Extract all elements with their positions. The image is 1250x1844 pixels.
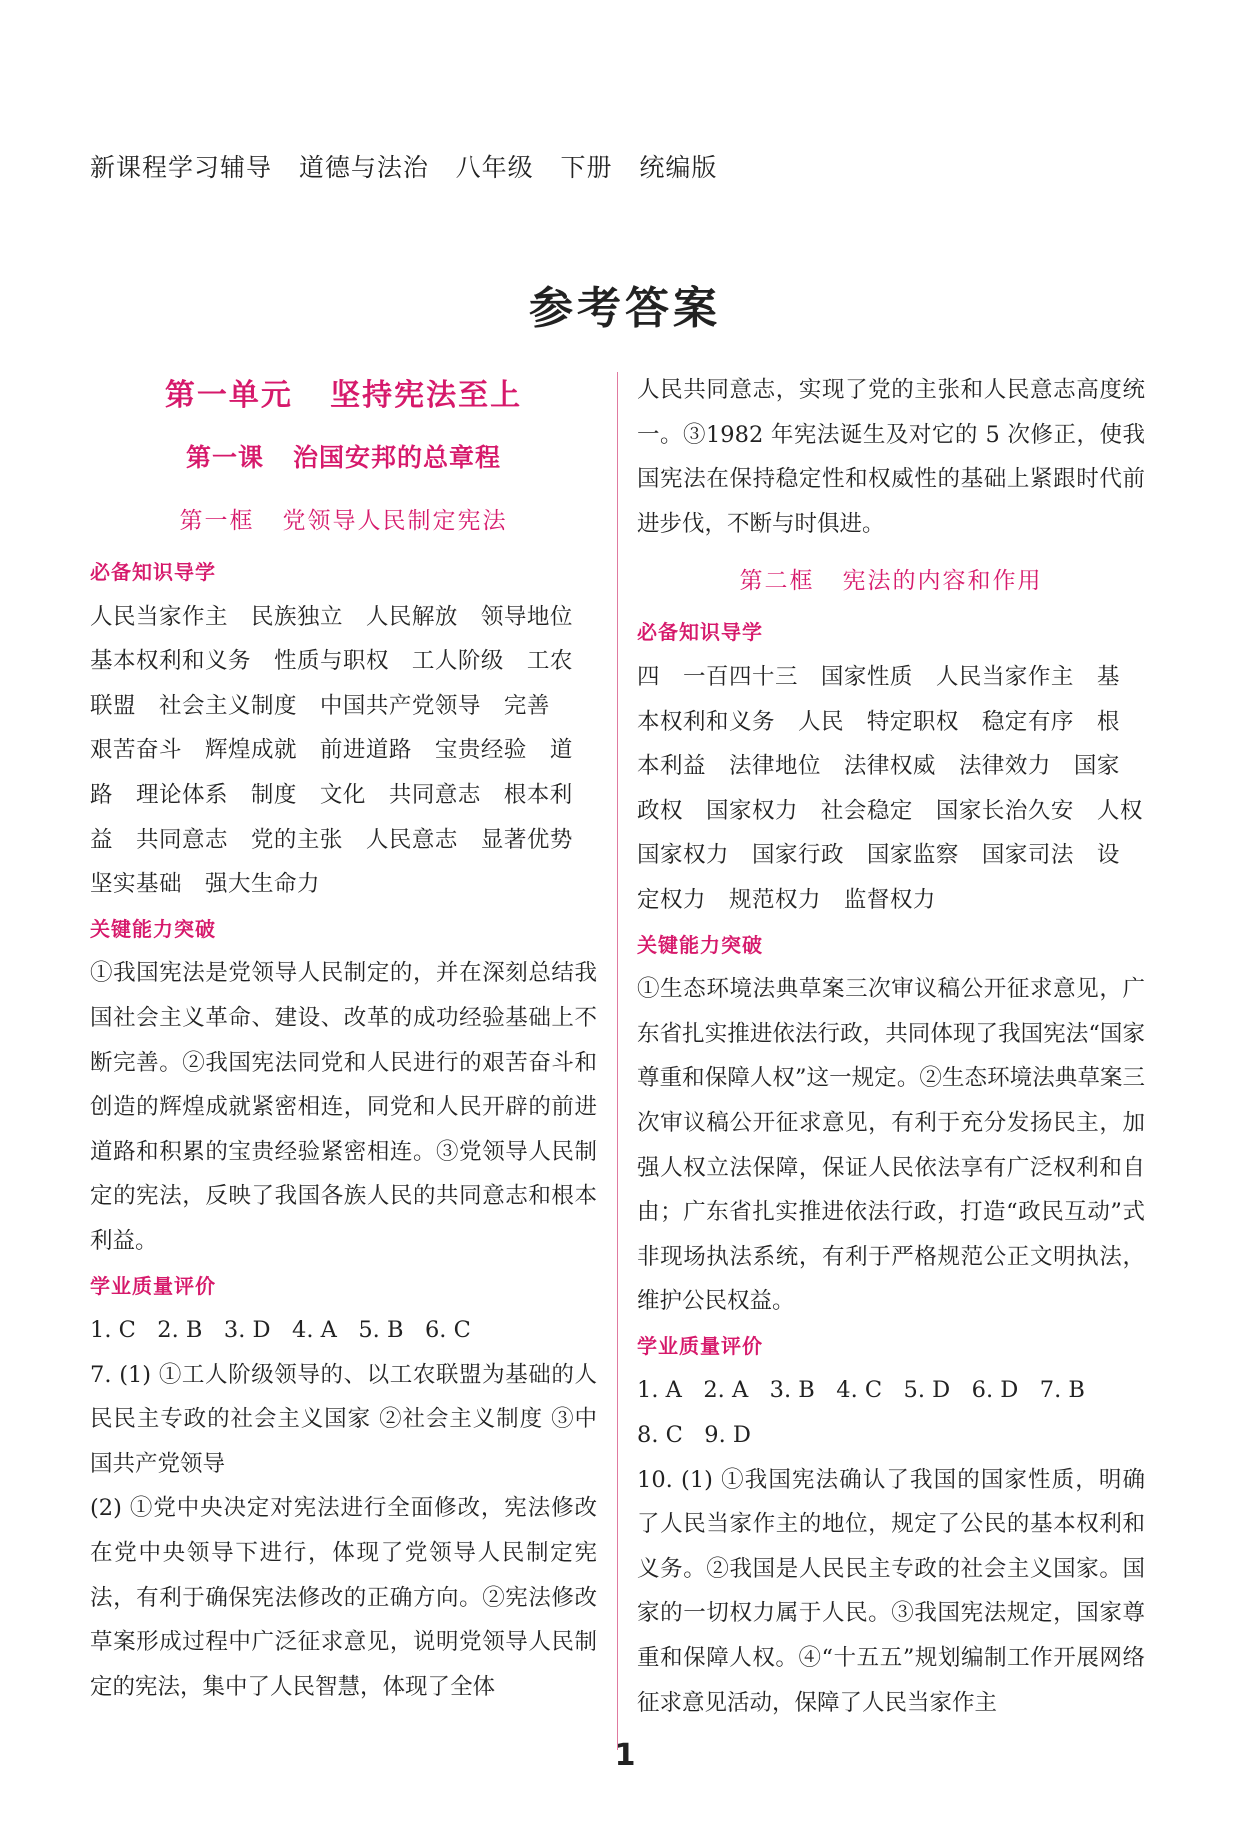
choice-answers: 8. C 9. D (637, 1422, 751, 1449)
keyword-line: 本权利和义务 人民 特定职权 稳定有序 根 (637, 708, 1120, 735)
left-column (90, 368, 597, 1709)
ability-answer: ①生态环境法典草案三次审议稿公开征求意见，广东省扎实推进依法行政，共同体现了我国宪法“国家尊重和保障人权”这一规定。②生态环境法典草案三次审议稿公开征求意见，有利于充分发扬民主，加强人权立法保障，保证人民依法享有广泛权利和自由；广东省扎实推进依法行政，打造“政民互动”式非现场执法系统，有利于严格规范公正文明执法，维护公民权益。 (637, 976, 1145, 1315)
section-heading-ability: 关键能力突破 (90, 916, 216, 941)
keyword-line: 路 理论体系 制度 文化 共同意志 根本利 (90, 781, 573, 808)
question-7-part-1: 7. (1) ①工人阶级领导的、以工农联盟为基础的人民民主专政的社会主义国家 ②社会主义制度 ③中国共产党领导 (90, 1361, 597, 1477)
frame-title: 第二框 宪法的内容和作用 (739, 568, 1043, 595)
knowledge-keywords (637, 655, 1145, 923)
section-heading-quality: 学业质量评价 (637, 1333, 763, 1358)
keyword-line: 政权 国家权力 社会稳定 国家长治久安 人权 (637, 797, 1143, 824)
section-heading-knowledge: 必备知识导学 (637, 620, 763, 645)
page-header: 新课程学习辅导 道德与法治 八年级 下册 统编版 (90, 153, 718, 182)
keyword-line: 联盟 社会主义制度 中国共产党领导 完善 (90, 692, 550, 719)
section-heading-ability: 关键能力突破 (637, 932, 763, 957)
question-7-part-2: (2) ①党中央决定对宪法进行全面修改，宪法修改在党中央领导下进行，体现了党领导人民制定宪法，有利于确保宪法修改的正确方向。②宪法修改草案形成过程中广泛征求意见，说明党领导人民制定的宪法，集中了人民智慧，体现了全体 (90, 1495, 597, 1700)
ability-answer: ①我国宪法是党领导人民制定的，并在深刻总结我国社会主义革命、建设、改革的成功经验基础上不断完善。②我国宪法同党和人民进行的艰苦奋斗和创造的辉煌成就紧密相连，同党和人民开辟的前进道路和积累的宝贵经验紧密相连。③党领导人民制定的宪法，反映了我国各族人民的共同意志和根本利益。 (90, 960, 597, 1254)
unit-title: 第一单元 坚持宪法至上 (164, 378, 523, 413)
keyword-line: 基本权利和义务 性质与职权 工人阶级 工农 (90, 648, 573, 675)
keyword-line: 益 共同意志 党的主张 人民意志 显著优势 (90, 826, 573, 853)
right-column (637, 368, 1145, 1725)
continuation-text: 人民共同意志，实现了党的主张和人民意志高度统一。③1982 年宪法诞生及对它的 5 次修正，使我国宪法在保持稳定性和权威性的基础上紧跟时代前进步伐，不断与时俱进。 (637, 377, 1145, 537)
question-10-text: 10. (1) ①我国宪法确认了我国的国家性质，明确了人民当家作主的地位，规定了公民的基本权利和义务。②我国是人民民主专政的社会主义国家。国家的一切权力属于人民。③我国宪法规定，国家尊重和保障人权。④“十五五”规划编制工作开展网络征求意见活动，保障了人民当家作主 (637, 1466, 1145, 1716)
keyword-line: 国家权力 国家行政 国家监察 国家司法 设 (637, 842, 1120, 869)
keyword-line: 人民当家作主 民族独立 人民解放 领导地位 (90, 603, 573, 630)
keyword-line: 四 一百四十三 国家性质 人民当家作主 基 (637, 663, 1120, 690)
section-heading-knowledge: 必备知识导学 (90, 560, 216, 584)
choice-answers: 1. A 2. A 3. B 4. C 5. D 6. D 7. B (637, 1377, 1085, 1404)
knowledge-keywords (90, 595, 597, 907)
keyword-line: 艰苦奋斗 辉煌成就 前进道路 宝贵经验 道 (90, 737, 573, 764)
page-title: 参考答案 (529, 283, 721, 334)
lesson-title: 第一课 治国安邦的总章程 (185, 443, 502, 472)
keyword-line: 定权力 规范权力 监督权力 (637, 886, 936, 913)
choice-answers: 1. C 2. B 3. D 4. A 5. B 6. C (90, 1317, 471, 1344)
page-number: 1 (614, 1738, 636, 1773)
frame-title: 第一框 党领导人民制定宪法 (179, 508, 508, 534)
keyword-line: 本利益 法律地位 法律权威 法律效力 国家 (637, 753, 1120, 780)
section-heading-quality: 学业质量评价 (90, 1273, 216, 1298)
keyword-line: 坚实基础 强大生命力 (90, 871, 320, 898)
column-divider (617, 372, 618, 1750)
